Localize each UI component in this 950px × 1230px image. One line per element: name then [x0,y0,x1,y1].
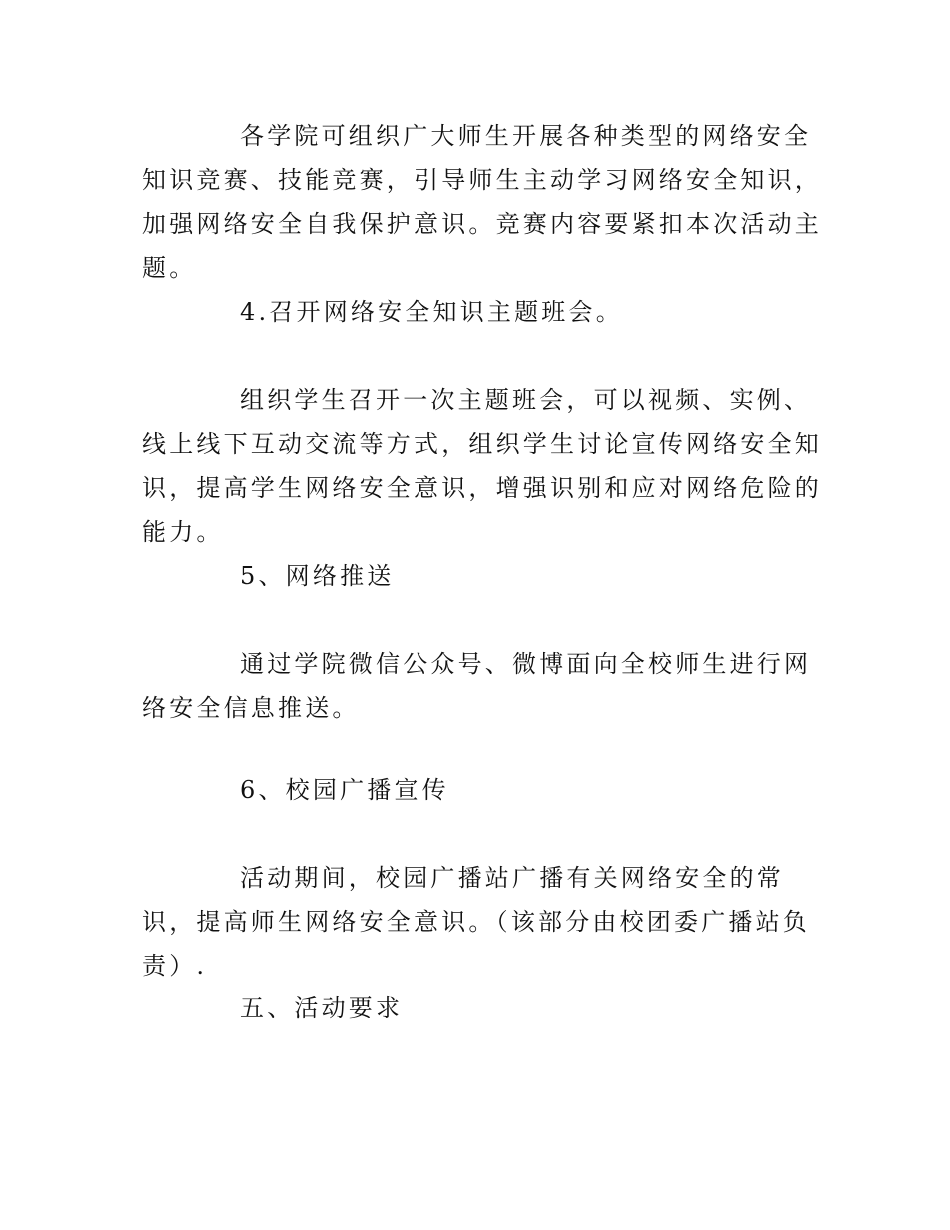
heading-theme-class-meeting: 4.召开网络安全知识主题班会。 [240,298,623,326]
paragraph-network-push: 通过学院微信公众号、微博面向全校师生进行网络安全信息推送。 [142,650,812,722]
heading-activity-requirements: 五、活动要求 [240,994,404,1022]
heading-network-push: 5、网络推送 [240,562,395,590]
paragraph-class-meeting: 组织学生召开一次主题班会，可以视频、实例、线上线下互动交流等方式，组织学生讨论宣传网络安全知识，提高学生网络安全意识，增强识别和应对网络危险的能力。 [142,386,822,546]
paragraph-knowledge-competition: 各学院可组织广大师生开展各种类型的网络安全知识竞赛、技能竞赛，引导师生主动学习网络安全知识，加强网络安全自我保护意识。竞赛内容要紧扣本次活动主题。 [142,122,822,282]
heading-campus-broadcast: 6、校园广播宣传 [240,776,449,804]
paragraph-campus-broadcast: 活动期间，校园广播站广播有关网络安全的常识，提高师生网络安全意识。（该部分由校团委广播站负责）. [142,864,810,980]
